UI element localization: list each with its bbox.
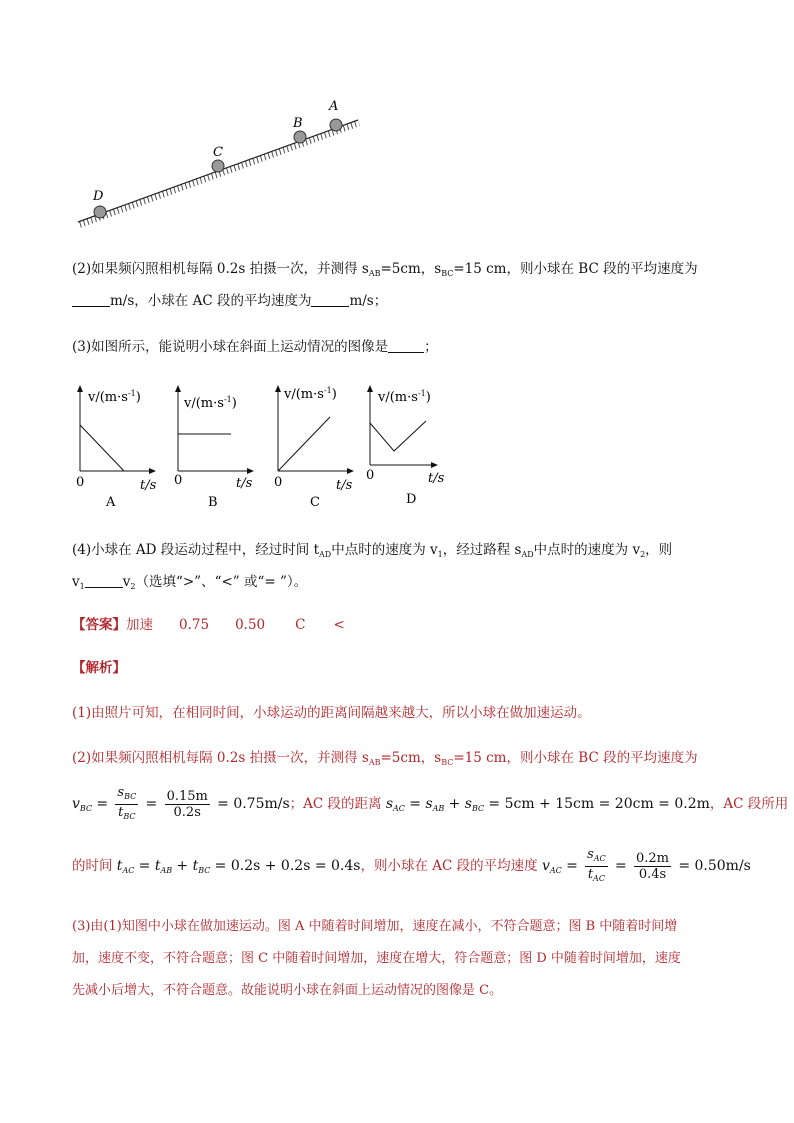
graph-a-line	[80, 425, 124, 471]
graph-d-caption: D	[406, 492, 417, 507]
analysis-p3-line2: 加，速度不变，不符合题意；图 C 中随着时间增加，速度在增大，符合题意；图 D 中随着时间增加，速度	[72, 951, 681, 966]
analysis-p3-line1: (3)由(1)知图中小球在做加速运动。图 A 中随着时间增加，速度在减小，不符合题意；图 B 中随着时间增	[72, 919, 678, 934]
q4-line2: $v_1$ $v_2$（选填“>”、“<” 或“= ”）。	[72, 574, 308, 591]
svg-text:0: 0	[274, 475, 283, 490]
graph-c-caption: C	[310, 495, 320, 510]
answer-item-4: C	[295, 617, 306, 633]
analysis-eq1: $v_{BC}$ = $\frac{s_{BC}}{t_{BC}}$ = $\frac{0.15m}{0.2s}$ = 0.75m/s；AC 段的距离 $s_{AC} = s_{AB} + s_{BC} = 5cm + 15cm = 20cm = 0.2m$，AC 段所用	[72, 784, 788, 824]
q3-line	[72, 337, 438, 357]
graph-b	[168, 383, 263, 513]
incline-diagram	[70, 90, 370, 240]
answer-item-2: 0.75	[179, 617, 210, 633]
q2-text-c: =15 cm，则小球在 BC 段的平均速度为	[453, 261, 698, 277]
svg-text:t/s: t/s	[336, 478, 353, 493]
svg-text:0: 0	[76, 475, 85, 490]
incline-surface	[78, 120, 360, 228]
svg-text:t/s: t/s	[236, 476, 253, 491]
analysis-p3-line3: 先减小后增大，不符合题意。故能说明小球在斜面上运动情况的图像是 C。	[72, 983, 503, 998]
analysis-eq2: 的时间 $t_{AC} = t_{AB} + t_{BC} = 0.2s + 0.2s = 0.4s$，则小球在 AC 段的平均速度 $v_{AC}$ = $\frac{s_{AC}}{t_{AC}}$ = $\frac{0.2m}{0.4s}$ = 0.50m/s	[72, 846, 751, 886]
ball-d	[94, 206, 106, 218]
graph-d	[360, 383, 455, 513]
answer-tag: 【答案】	[72, 617, 126, 633]
ball-a	[330, 119, 342, 131]
ball-b	[294, 131, 306, 143]
q2-line2-b: m/s；	[349, 293, 388, 309]
ball-c	[212, 160, 224, 172]
eq2-fraction-2: $\frac{0.2m}{0.4s}$	[636, 851, 670, 882]
analysis-tag: 【解析】	[72, 660, 126, 676]
q2-text-b: =5cm，s	[380, 261, 442, 277]
graph-b-caption: B	[208, 495, 218, 510]
graph-a	[70, 383, 165, 513]
answer-item-1: 加速	[126, 617, 153, 633]
eq1-fraction-1: $\frac{s_{BC}}{t_{BC}}$	[117, 785, 137, 821]
graph-c-line	[278, 417, 330, 471]
svg-text:t/s: t/s	[140, 478, 157, 493]
answer-line	[72, 615, 345, 635]
svg-text:v/(m·s-1): $v/(m\cdot s^{-1})$	[184, 395, 237, 411]
eq2-fraction-1: $\frac{s_{AC}}{t_{AC}}$	[587, 847, 606, 883]
q3-text: 如图所示，能说明小球在斜面上运动情况的图像是	[91, 339, 389, 355]
svg-text:0: 0	[366, 468, 375, 483]
q2-prefix: (2)	[72, 261, 92, 277]
answer-item-5: <	[333, 617, 345, 633]
q2-sub-bc: BC	[441, 269, 454, 278]
svg-text:t/s: t/s	[428, 471, 445, 486]
analysis-p1: (1)由照片可知，在相同时间，小球运动的距离间隔越来越大，所以小球在做加速运动。	[72, 705, 591, 721]
q2-line2-a: m/s，小球在 AC 段的平均速度为	[110, 293, 312, 309]
q3-prefix: (3)	[72, 339, 92, 355]
ball-label-c: C	[213, 145, 223, 160]
answer-item-3: 0.50	[235, 617, 266, 633]
graph-c	[268, 383, 363, 513]
q2-line2	[72, 291, 387, 311]
ball-label-d: D	[93, 189, 104, 204]
q4-blank[interactable]	[85, 573, 123, 588]
q2-text-a: 如果频闪照相机每隔 0.2s 拍摄一次，并测得 s	[91, 261, 369, 277]
svg-text:0: 0	[174, 473, 183, 488]
ball-label-b: B	[293, 116, 303, 131]
q2-line1	[72, 259, 698, 284]
svg-text:v/(m·s-1): $v/(m\cdot s^{-1})$	[284, 386, 337, 402]
svg-text:v/(m·s-1): $v/(m\cdot s^{-1})$	[378, 389, 431, 405]
eq1-fraction-2: $\frac{0.15m}{0.2s}$	[166, 789, 208, 820]
q3-end: ；	[424, 339, 438, 355]
analysis-p2-line1: (2)如果频闪照相机每隔 0.2s 拍摄一次，并测得 $s_{AB}=5cm$，$s_{BC}=15$ cm，则小球在 BC 段的平均速度为	[72, 750, 698, 767]
q2-blank-2[interactable]	[311, 292, 349, 307]
svg-text:v/(m·s-1): $v/(m\cdot s^{-1})$	[88, 389, 141, 405]
q3-blank[interactable]	[388, 338, 424, 353]
graph-d-line	[370, 421, 426, 451]
q2-blank-1[interactable]	[72, 292, 110, 307]
ball-label-a: A	[329, 99, 339, 114]
q4-line1: (4)小球在 AD 段运动过程中，经过时间 $t_{AD}$中点时的速度为 $v_1$，经过路程 $s_{AD}$中点时的速度为 $v_2$，则	[72, 542, 673, 559]
q2-sub-ab: AB	[368, 269, 381, 278]
graph-a-caption: A	[106, 495, 116, 510]
